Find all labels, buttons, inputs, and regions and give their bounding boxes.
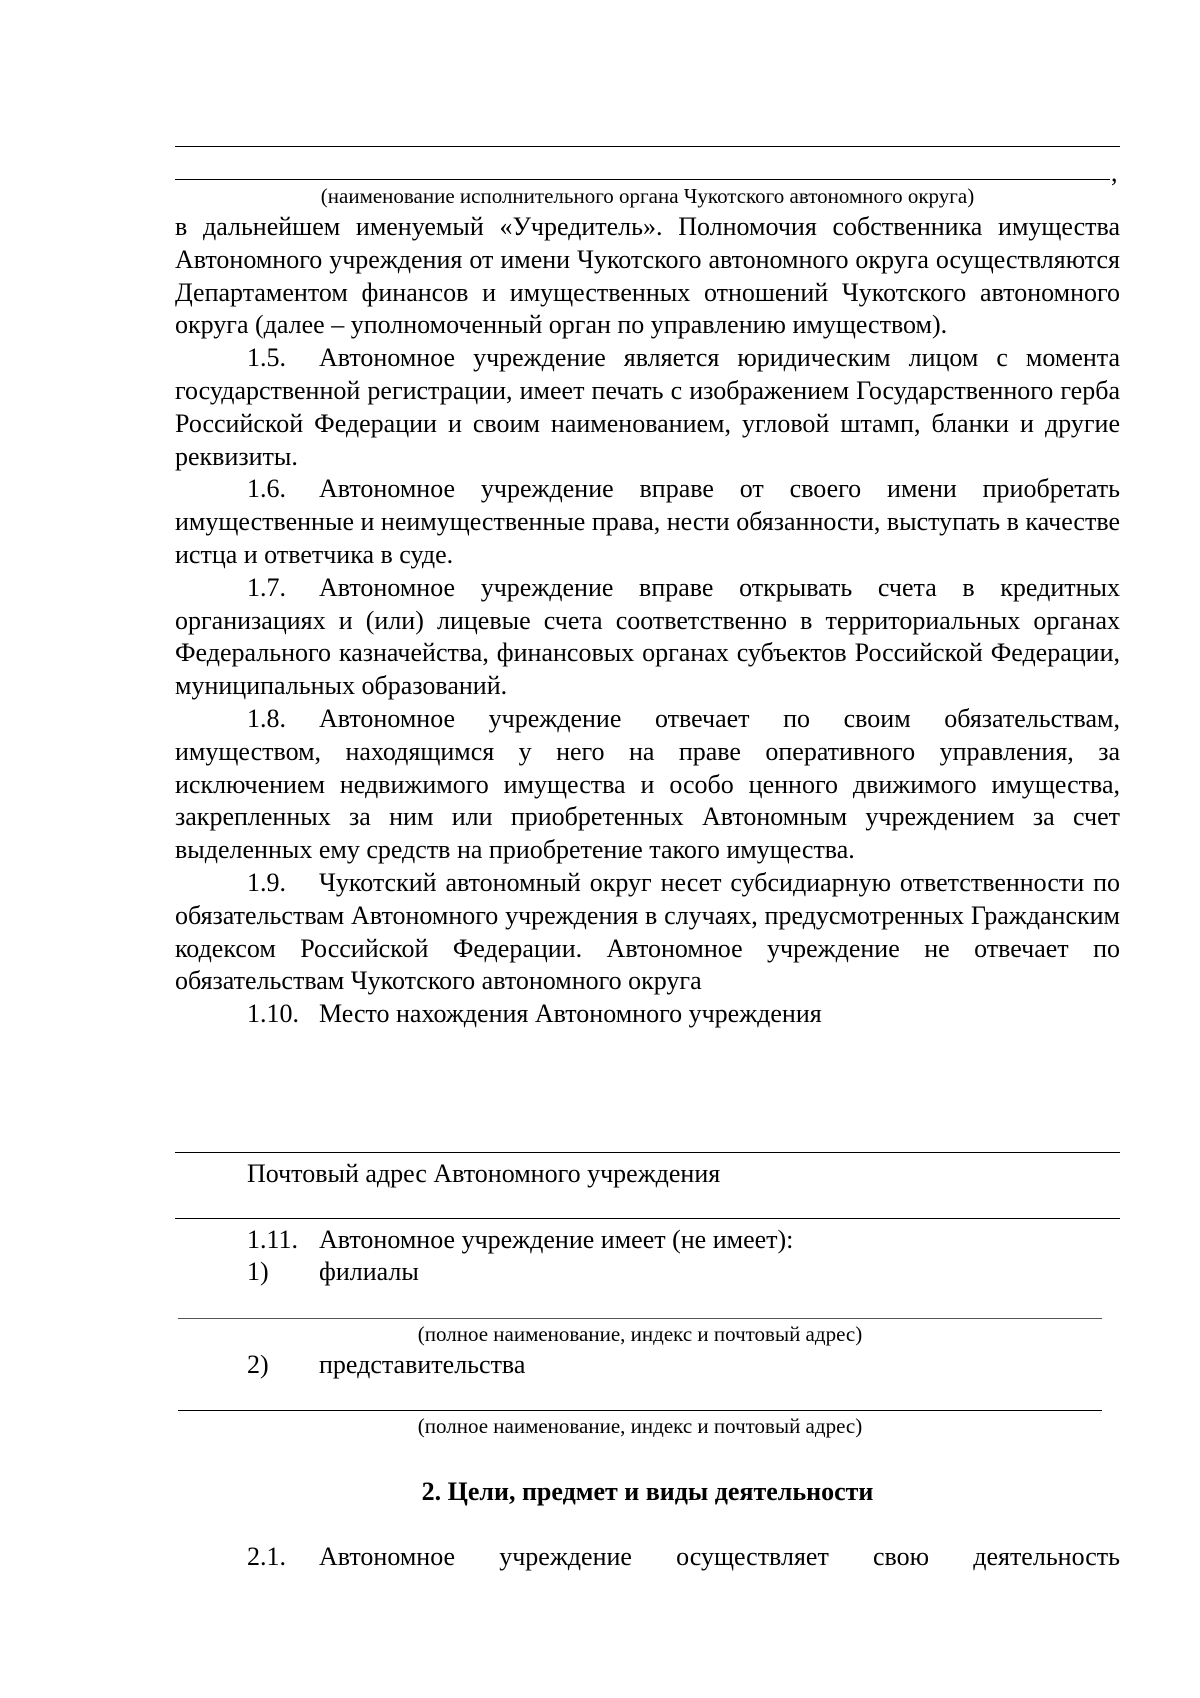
clause-1-11 [247,1224,793,1256]
branches-caption: (полное наименование, индекс и почтовый адрес) [417,1322,863,1346]
sub-item-text: филиалы [319,1257,419,1286]
clause-number: 1.10. [247,999,299,1029]
clause-1-8 [175,703,1120,867]
organ-name-caption: (наименование исполнительного органа Чукотского автономного округа) [320,184,975,208]
clause-number: 1.5. [247,343,286,373]
clause-text: Автономное учреждение имеет (не имеет): [319,1225,794,1254]
sub-item-representations [247,1349,525,1381]
sub-item-number: 1) [247,1257,269,1286]
clause-text: Чукотский автономный округ несет субсидиарную ответственности по обязательствам Автономного учреждения в случаях, предусмотренных Гражданским кодексом Российской Федерации. Автономное учреждение не отвечает по обязательствам Чукотского автономного округа [175,867,1120,996]
sub-item-branches [247,1256,419,1288]
clause-text: Место нахождения Автономного учреждения [319,999,822,1029]
clause-text: Автономное учреждение вправе от своего имени приобретать имущественные и неимущественные права, нести обязанности, выступать в качестве истца и ответчика в суде. [175,474,1120,569]
clause-number: 1.8. [247,703,286,733]
clause-number: 1.9. [247,867,286,897]
trailing-comma: , [1111,158,1118,187]
clause-2-1 [175,1541,1120,1574]
sub-item-text: представительства [319,1350,526,1379]
clause-1-9 [175,867,1120,998]
clause-number: 1.6. [247,474,286,504]
main-text [175,211,1120,1031]
clause-1-7 [175,572,1120,703]
blank-line-1 [175,146,1120,147]
clause-number: 2.1. [247,1542,286,1571]
representations-caption: (полное наименование, индекс и почтовый адрес) [417,1414,863,1438]
clause-1-10 [175,998,1120,1031]
sub-item-number: 2) [247,1350,269,1379]
clause-text: Автономное учреждение отвечает по своим обязательствам, имуществом, находящимся у него на праве оперативного управления, за исключением недвижимого имущества и особо ценного движимого имущества, закрепленных за ним или приобретенных Автономным учреждением за счет выделенных ему средств на приобретение такого имущества. [175,703,1120,865]
location-blank-line [175,1152,1120,1153]
clause-1-5 [175,342,1120,473]
intro-paragraph: в дальнейшем именуемый «Учредитель». Полномочия собственника имущества Автономного учреждения от имени Чукотского автономного округа осуществляются Департаментом финансов и имущественных отношений Чукотского автономного округа (далее – уполномоченный орган по управлению имуществом). [175,212,1120,340]
clause-1-6 [175,473,1120,571]
representations-blank-line [178,1410,1102,1411]
blank-line-2 [175,179,1110,180]
section-2-heading: 2. Цели, предмет и виды деятельности [421,1477,874,1506]
clause-text: Автономное учреждение вправе открывать счета в кредитных организациях и (или) лицевые счета соответственно в территориальных органах Федерального казначейства, финансовых органах субъектов Российской Федерации, муниципальных образований. [175,572,1120,701]
clause-text: Автономное учреждение является юридическим лицом с момента государственной регистрации, имеет печать с изображением Государственного герба Российской Федерации и своим наименованием, угловой штамп, бланки и другие реквизиты. [175,343,1120,471]
clause-number: 1.11. [247,1225,299,1254]
clause-number: 1.7. [247,572,286,602]
branches-blank-line [178,1318,1102,1319]
postal-address-label: Почтовый адрес Автономного учреждения [247,1159,721,1188]
postal-blank-line [175,1218,1120,1219]
clause-text: Автономное учреждение осуществляет свою деятельность [319,1542,1120,1571]
